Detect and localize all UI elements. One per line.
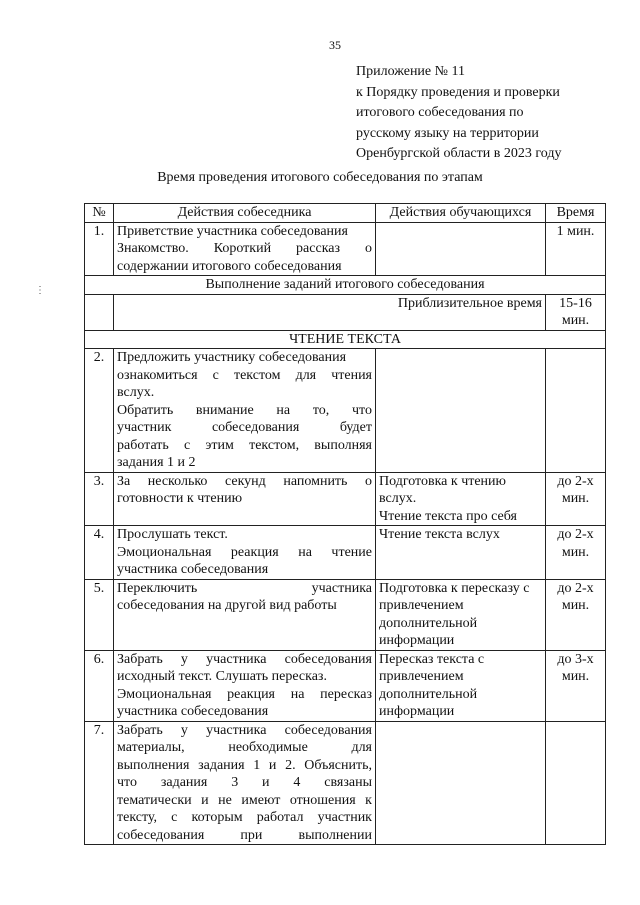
table-row — [85, 526, 606, 580]
text-line: Подготовка к пересказу с — [379, 580, 530, 596]
examiner-action-cell — [114, 579, 376, 650]
text-line: Чтение текста про себя — [379, 508, 517, 524]
table-row — [85, 472, 606, 526]
text-line: собеседования на другой вид работы — [117, 598, 337, 613]
student-action-cell — [376, 526, 546, 580]
text-line: материалы, необходимые для — [117, 740, 372, 755]
text-line: Забрать у участника собеседования — [117, 651, 372, 667]
text-line: информации — [379, 633, 455, 648]
section-row — [85, 330, 606, 349]
table-row — [85, 349, 606, 473]
text-line: работать с этим текстом, выполняя — [117, 437, 372, 453]
appendix-line: русскому языку на территории — [356, 125, 539, 141]
text-line: Эмоциональная реакция на пересказ — [117, 686, 372, 702]
section-row — [85, 276, 606, 295]
approx-time-row — [85, 294, 606, 330]
approx-time-label: Приблизительное время — [114, 294, 546, 330]
text-line: Чтение текста вслух — [379, 527, 500, 542]
text-line: выполнения задания 1 и 2. Объяснить, — [117, 757, 372, 773]
text-line: Приветствие участника собеседования — [117, 223, 348, 239]
time-line: до 2-х — [557, 580, 594, 596]
text-line: За несколько секунд напомнить о — [117, 473, 372, 489]
text-line: Забрать у участника собеседования — [117, 722, 372, 738]
stages-table — [84, 203, 606, 845]
text-line: привлечением — [379, 669, 464, 684]
document-title: Время проведения итогового собеседования по этапам — [157, 170, 483, 185]
text-line: задания 1 и 2 — [117, 455, 196, 470]
student-action-cell — [376, 472, 546, 526]
examiner-action-cell — [114, 526, 376, 580]
appendix-line: Приложение № 11 — [356, 64, 465, 79]
text-line: Предложить участнику собеседования — [117, 350, 347, 365]
examiner-action-cell — [114, 222, 376, 276]
time-line: мин. — [561, 669, 590, 684]
row-number: 6. — [85, 650, 114, 721]
table-row — [85, 579, 606, 650]
text-line: информации — [379, 704, 455, 719]
text-line: содержании итогового собеседования — [117, 258, 342, 274]
header-number: № — [85, 204, 114, 223]
section-tasks: Выполнение заданий итогового собеседования — [85, 276, 606, 295]
examiner-action-cell — [114, 721, 376, 845]
time-cell — [546, 579, 606, 650]
text-line: участника собеседования — [117, 704, 269, 719]
header-student-actions: Действия обучающихся — [376, 204, 546, 223]
text-line: участник собеседования будет — [117, 420, 372, 435]
table-row — [85, 721, 606, 845]
examiner-action-cell — [114, 472, 376, 526]
text-line: Пересказ текста с — [379, 651, 485, 667]
table-row — [85, 650, 606, 721]
student-action-cell — [376, 650, 546, 721]
appendix-line: итогового собеседования по — [356, 105, 524, 120]
text-line: готовности к чтению — [117, 491, 243, 506]
appendix-header — [356, 62, 616, 165]
student-action-cell — [376, 222, 546, 276]
text-line: Обратить внимание на то, что — [117, 402, 372, 418]
row-number: 2. — [85, 349, 114, 473]
examiner-action-cell — [114, 349, 376, 473]
table-row — [85, 222, 606, 276]
time-line: до 2-х — [557, 473, 594, 489]
text-line: собеседования при выполнении — [117, 827, 372, 843]
text-line: вслух. — [379, 491, 417, 506]
student-action-cell — [376, 349, 546, 473]
row-number: 4. — [85, 526, 114, 580]
text-line: привлечением — [379, 598, 464, 613]
text-line: Прослушать текст. — [117, 527, 228, 542]
time-line: мин. — [561, 598, 590, 613]
text-line: Подготовка к чтению — [379, 473, 507, 489]
row-number: 7. — [85, 721, 114, 845]
student-action-cell — [376, 721, 546, 845]
time-line: мин. — [561, 491, 590, 506]
text-line: ознакомиться с текстом для чтения — [117, 367, 372, 383]
student-action-cell — [376, 579, 546, 650]
section-reading: ЧТЕНИЕ ТЕКСТА — [85, 330, 606, 349]
text-line: дополнительной — [379, 686, 478, 702]
empty-cell — [85, 294, 114, 330]
text-line: дополнительной — [379, 615, 478, 631]
row-number: 5. — [85, 579, 114, 650]
text-line: тексту, с которым работал участник — [117, 810, 372, 825]
text-line: исходный текст. Слушать пересказ. — [117, 669, 327, 684]
approx-time-value — [546, 294, 606, 330]
page-number: 35 — [329, 38, 341, 52]
text-line: Переключить участника — [117, 580, 372, 596]
text-line: что задания 3 и 4 связаны — [117, 775, 372, 790]
time-line: до 3-х — [557, 651, 594, 667]
time-line: мин. — [561, 544, 590, 560]
header-time: Время — [546, 204, 606, 223]
time-cell: 1 мин. — [546, 222, 606, 276]
appendix-line: к Порядку проведения и проверки — [356, 84, 560, 100]
time-line: мин. — [561, 313, 590, 328]
examiner-action-cell — [114, 650, 376, 721]
appendix-line: Оренбургской области в 2023 году — [356, 146, 562, 161]
text-line: вслух. — [117, 385, 155, 400]
time-line: до 2-х — [557, 527, 594, 542]
time-cell — [546, 472, 606, 526]
header-examiner-actions: Действия собеседника — [114, 204, 376, 223]
table-header-row — [85, 204, 606, 223]
time-cell — [546, 650, 606, 721]
row-number: 3. — [85, 472, 114, 526]
text-line: Эмоциональная реакция на чтение — [117, 544, 372, 560]
time-cell — [546, 526, 606, 580]
time-cell — [546, 721, 606, 845]
text-line: участника собеседования — [117, 562, 269, 577]
row-number: 1. — [85, 222, 114, 276]
text-line: тематически и не имеют отношения к — [117, 792, 372, 808]
text-line: Знакомство. Короткий рассказ о — [117, 241, 372, 256]
time-line: 15-16 — [559, 295, 592, 311]
margin-mark: ⋮ — [35, 285, 45, 296]
time-cell — [546, 349, 606, 473]
